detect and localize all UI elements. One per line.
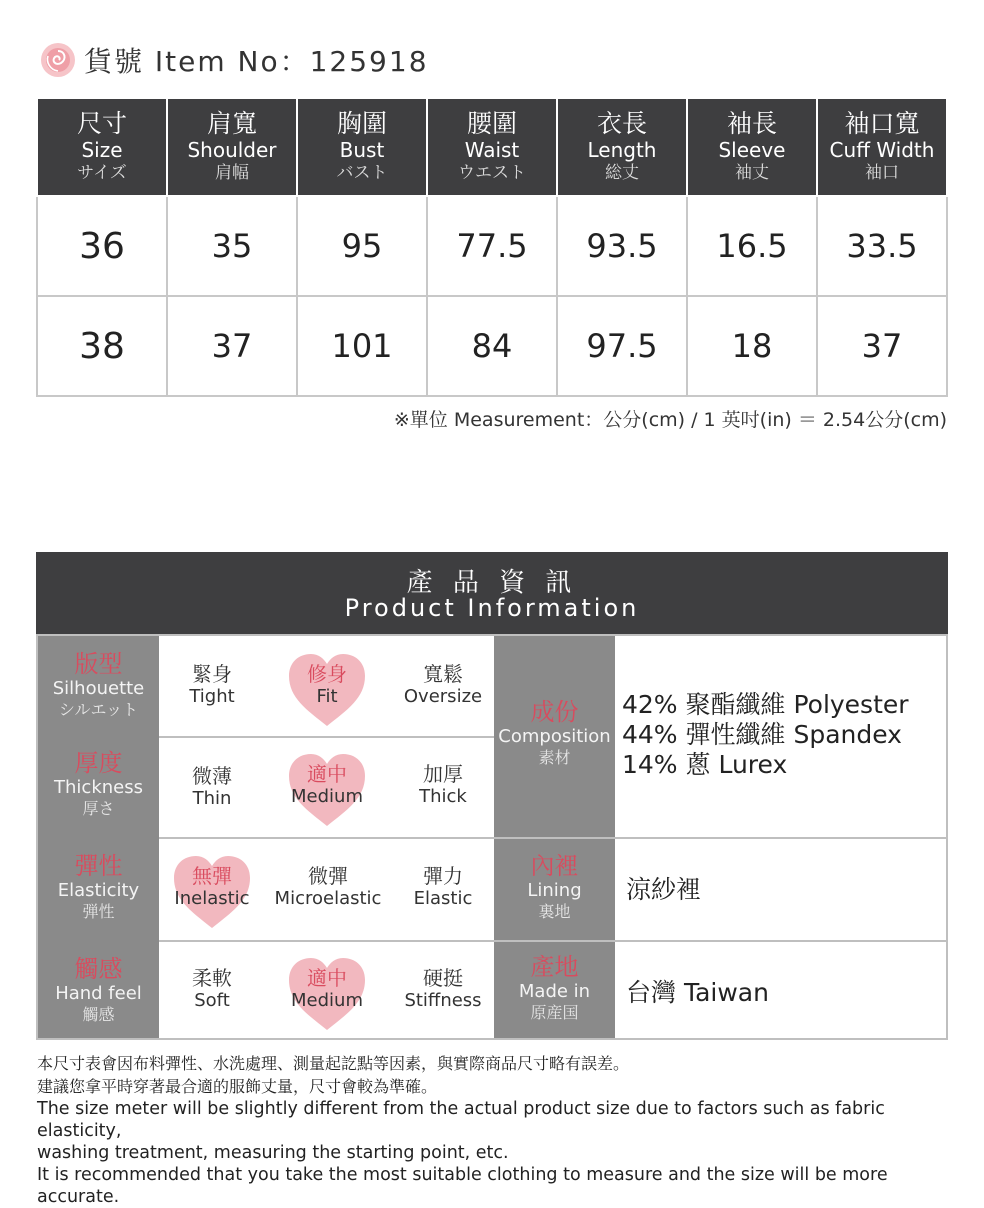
- divider: [159, 940, 948, 942]
- length-value: 93.5: [557, 196, 687, 296]
- origin-label: 產地 Made in 原産国: [494, 941, 615, 1038]
- measurement-note: ※單位 Measurement：公分(cm) / 1 英吋(in) ＝ 2.54公分(cm): [393, 409, 947, 431]
- product-info-grid: [36, 634, 948, 1040]
- option-soft: 柔軟 Soft: [192, 966, 232, 1011]
- option-stiffness: 硬挺 Stiffness: [404, 966, 482, 1011]
- disclaimer-en-line: The size meter will be slightly different from the actual product size due to factors such as fabric elasticity,: [37, 1099, 885, 1141]
- option-inelastic-selected: 無彈 Inelastic: [162, 864, 262, 910]
- table-row: [37, 296, 947, 396]
- col-header-waist: 腰圍 Waist ウエスト: [427, 98, 557, 196]
- composition-values: [622, 690, 909, 780]
- option-fit-selected: 修身 Fit: [277, 662, 377, 708]
- length-value: 97.5: [557, 296, 687, 396]
- hand-feel-label: 觸感 Hand feel 觸感: [38, 941, 159, 1038]
- waist-value: 84: [427, 296, 557, 396]
- disclaimer: [37, 1052, 957, 1208]
- thickness-label: 厚度 Thickness 厚さ: [38, 737, 159, 838]
- lining-label: 內裡 Lining 裏地: [494, 838, 615, 941]
- item-header: [40, 40, 429, 80]
- product-info-title-zh: 產 品 資 訊: [406, 568, 578, 598]
- disclaimer-en-line: It is recommended that you take the most suitable clothing to measure and the size will be more accurate.: [37, 1165, 888, 1207]
- sleeve-value: 16.5: [687, 196, 817, 296]
- size-value: 36: [37, 196, 167, 296]
- cuff-width-value: 33.5: [817, 196, 947, 296]
- option-elastic: 彈力 Elastic: [413, 864, 473, 909]
- col-header-bust: 胸圍 Bust バスト: [297, 98, 427, 196]
- option-microelastic: 微彈 Microelastic: [274, 864, 382, 909]
- elasticity-label: 彈性 Elasticity 弾性: [38, 838, 159, 941]
- size-table-header: [37, 98, 947, 196]
- size-table: [36, 97, 948, 397]
- origin-value: 台灣 Taiwan: [626, 978, 769, 1007]
- col-header-cuff-width: 袖口寬 Cuff Width 袖口: [817, 98, 947, 196]
- shoulder-value: 37: [167, 296, 297, 396]
- sleeve-value: 18: [687, 296, 817, 396]
- product-info-header: [36, 552, 948, 634]
- option-medium-feel-selected: 適中 Medium: [277, 966, 377, 1012]
- disclaimer-zh-line: 建議您拿平時穿著最合適的服飾丈量，尺寸會較為準確。: [37, 1077, 438, 1096]
- product-info-title-en: Product Information: [344, 594, 640, 622]
- cuff-width-value: 37: [817, 296, 947, 396]
- option-oversize: 寬鬆 Oversize: [403, 662, 483, 707]
- option-thin: 微薄 Thin: [192, 764, 232, 809]
- bust-value: 95: [297, 196, 427, 296]
- col-header-shoulder: 肩寬 Shoulder 肩幅: [167, 98, 297, 196]
- option-medium-selected: 適中 Medium: [277, 762, 377, 808]
- rose-icon: [40, 42, 76, 78]
- col-header-sleeve: 袖長 Sleeve 袖丈: [687, 98, 817, 196]
- size-value: 38: [37, 296, 167, 396]
- col-header-size: 尺寸 Size サイズ: [37, 98, 167, 196]
- option-tight: 緊身 Tight: [189, 662, 235, 707]
- composition-line: 14% 蔥 Lurex: [622, 750, 788, 779]
- table-row: [37, 196, 947, 296]
- disclaimer-zh-line: 本尺寸表會因布料彈性、水洗處理、測量起訖點等因素，與實際商品尺寸略有誤差。: [37, 1054, 630, 1073]
- shoulder-value: 35: [167, 196, 297, 296]
- waist-value: 77.5: [427, 196, 557, 296]
- composition-label: 成份 Composition 素材: [494, 636, 615, 838]
- item-number: 貨號 Item No：125918: [84, 45, 429, 78]
- col-header-length: 衣長 Length 総丈: [557, 98, 687, 196]
- composition-line: 42% 聚酯纖維 Polyester: [622, 690, 909, 719]
- bust-value: 101: [297, 296, 427, 396]
- option-thick: 加厚 Thick: [419, 762, 467, 807]
- divider: [159, 736, 494, 738]
- disclaimer-en-line: washing treatment, measuring the starting point, etc.: [37, 1143, 509, 1163]
- composition-line: 44% 彈性纖維 Spandex: [622, 720, 902, 749]
- divider: [159, 837, 948, 839]
- lining-value: 涼紗裡: [626, 875, 702, 904]
- silhouette-label: 版型 Silhouette シルエット: [38, 636, 159, 737]
